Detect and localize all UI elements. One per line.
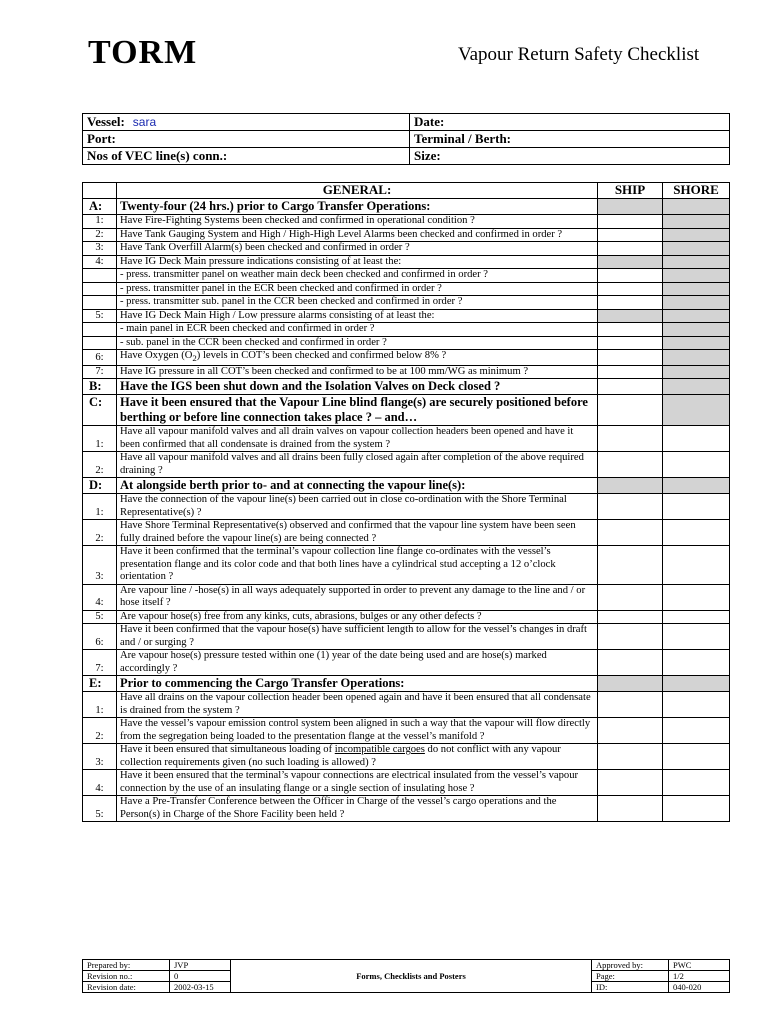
ship-checkbox[interactable] — [598, 452, 663, 478]
checklist-row — [83, 718, 730, 744]
item-question: Have Fire-Fighting Systems been checked and confirmed in operational condition ? — [117, 215, 598, 229]
ship-checkbox[interactable] — [598, 610, 663, 624]
section-title: Have it been ensured that the Vapour Line blind flange(s) are securely positioned before berthing or before line connection takes place ? – and… — [117, 395, 598, 426]
item-number: 1: — [83, 426, 117, 452]
checklist-row — [83, 426, 730, 452]
vessel-value[interactable]: sara — [132, 115, 157, 129]
item-number: 5: — [83, 796, 117, 822]
ship-cell — [598, 309, 663, 323]
checklist-row — [83, 796, 730, 822]
checklist-row — [83, 624, 730, 650]
ship-checkbox[interactable] — [598, 336, 663, 350]
shore-cell — [663, 309, 730, 323]
oxygen-subscript: 2 — [192, 353, 197, 364]
checklist-row — [83, 215, 730, 229]
item-number: 2: — [83, 228, 117, 242]
shore-header: SHORE — [663, 183, 730, 199]
ship-checkbox[interactable] — [598, 744, 663, 770]
section-b-header — [83, 379, 730, 395]
shore-cell — [663, 395, 730, 426]
vec-lines-label: Nos of VEC line(s) conn.: — [87, 148, 228, 163]
page-label: Page: — [592, 971, 669, 982]
document-footer — [82, 959, 730, 993]
checklist-row — [83, 770, 730, 796]
shore-checkbox[interactable] — [663, 718, 730, 744]
section-letter: A: — [83, 199, 117, 215]
shore-checkbox[interactable] — [663, 546, 730, 585]
shore-cell — [663, 296, 730, 310]
item-number: 6: — [83, 624, 117, 650]
item-number: 2: — [83, 718, 117, 744]
ship-checkbox[interactable] — [598, 426, 663, 452]
section-letter: C: — [83, 395, 117, 426]
item-question: Have Shore Terminal Representative(s) observed and confirmed that the vapour line system have been seen fully drained before the vapour line(s) are being connected ? — [117, 520, 598, 546]
item-question: Have all drains on the vapour collection header been opened again and have it been ensured that all condensate is drained from the system ? — [117, 692, 598, 718]
section-c-header — [83, 395, 730, 426]
shore-cell — [663, 676, 730, 692]
item-number-empty — [83, 269, 117, 283]
item-number-empty — [83, 296, 117, 310]
terminal-cell[interactable] — [410, 131, 730, 148]
shore-cell — [663, 255, 730, 269]
checklist-row — [83, 365, 730, 379]
checklist-row — [83, 494, 730, 520]
ship-checkbox[interactable] — [598, 228, 663, 242]
prepared-value: JVP — [170, 960, 231, 971]
revision-date-value: 2002-03-15 — [170, 982, 231, 993]
checklist-row — [83, 546, 730, 585]
ship-checkbox[interactable] — [598, 365, 663, 379]
shore-checkbox[interactable] — [663, 692, 730, 718]
cargo-text-b: do not conflict with any vapour collection requirements given (no such loading is allowed) ? — [120, 744, 561, 768]
item-question — [117, 744, 598, 770]
ship-checkbox[interactable] — [598, 520, 663, 546]
item-number: 3: — [83, 744, 117, 770]
item-question: Have it been confirmed that the terminal’s vapour collection line flange co-ordinates with the vessel’s presentation flange and its color code and that both lines have a cylindrical stud accepting a 12 o’clock orientation ? — [117, 546, 598, 585]
item-number: 1: — [83, 215, 117, 229]
item-question: Have IG pressure in all COT’s been checked and confirmed to be at 100 mm/WG as minimum ? — [117, 365, 598, 379]
approved-value: PWC — [669, 960, 730, 971]
ship-checkbox[interactable] — [598, 282, 663, 296]
section-letter: D: — [83, 478, 117, 494]
section-title: Have the IGS been shut down and the Isolation Valves on Deck closed ? — [117, 379, 598, 395]
item-question — [117, 350, 598, 366]
shore-cell — [663, 379, 730, 395]
checklist-row — [83, 242, 730, 256]
item-question: - main panel in ECR been checked and confirmed in order ? — [117, 323, 598, 337]
item-question: Have it been confirmed that the vapour hose(s) have sufficient length to allow for the vessel’s changes in draft and / or surging ? — [117, 624, 598, 650]
shore-cell — [663, 336, 730, 350]
ship-cell — [598, 676, 663, 692]
checklist-subrow — [83, 296, 730, 310]
ship-checkbox[interactable] — [598, 692, 663, 718]
shore-checkbox[interactable] — [663, 770, 730, 796]
ship-checkbox[interactable] — [598, 494, 663, 520]
document-title: Vapour Return Safety Checklist — [458, 44, 700, 65]
item-question: - press. transmitter panel in the ECR been checked and confirmed in order ? — [117, 282, 598, 296]
oxygen-text-b: ) levels in COT’s been checked and confirmed below 8% ? — [196, 350, 447, 361]
shore-cell — [663, 199, 730, 215]
checklist-row — [83, 255, 730, 269]
ship-checkbox[interactable] — [598, 379, 663, 395]
checklist-row — [83, 692, 730, 718]
oxygen-text-a: Have Oxygen (O — [120, 350, 193, 361]
item-number: 5: — [83, 610, 117, 624]
ship-checkbox[interactable] — [598, 215, 663, 229]
item-number-empty — [83, 282, 117, 296]
item-number: 2: — [83, 520, 117, 546]
size-cell[interactable] — [410, 148, 730, 165]
item-number: 1: — [83, 494, 117, 520]
ship-header: SHIP — [598, 183, 663, 199]
checklist-row — [83, 228, 730, 242]
checklist-subrow — [83, 336, 730, 350]
shore-checkbox[interactable] — [663, 650, 730, 676]
shore-cell — [663, 242, 730, 256]
shore-cell — [663, 228, 730, 242]
item-question: Have it been ensured that the terminal’s vapour connections are electrical insulated from the vessel’s vapour connection by the use of an insulating flange or a single section of insulating hose ? — [117, 770, 598, 796]
checklist-table — [82, 182, 730, 822]
shore-checkbox[interactable] — [663, 624, 730, 650]
ship-checkbox[interactable] — [598, 770, 663, 796]
shore-cell — [663, 282, 730, 296]
page-value: 1/2 — [669, 971, 730, 982]
section-a-header — [83, 199, 730, 215]
vessel-cell — [83, 114, 410, 131]
item-question: - press. transmitter sub. panel in the CCR been checked and confirmed in order ? — [117, 296, 598, 310]
item-number: 5: — [83, 309, 117, 323]
revision-no-value: 0 — [170, 971, 231, 982]
ship-checkbox[interactable] — [598, 624, 663, 650]
item-number: 6: — [83, 350, 117, 366]
checklist-row — [83, 350, 730, 366]
ship-checkbox[interactable] — [598, 350, 663, 366]
item-question: Are vapour hose(s) pressure tested within one (1) year of the date being used and are hose(s) marked accordingly ? — [117, 650, 598, 676]
shore-cell — [663, 365, 730, 379]
section-title: Prior to commencing the Cargo Transfer Operations: — [117, 676, 598, 692]
section-title: Twenty-four (24 hrs.) prior to Cargo Transfer Operations: — [117, 199, 598, 215]
shore-cell — [663, 215, 730, 229]
item-question: - press. transmitter panel on weather main deck been checked and confirmed in order ? — [117, 269, 598, 283]
checklist-row — [83, 610, 730, 624]
checklist-row — [83, 520, 730, 546]
footer-center-title: Forms, Checklists and Posters — [231, 960, 592, 993]
section-letter: B: — [83, 379, 117, 395]
ship-checkbox[interactable] — [598, 718, 663, 744]
ship-checkbox[interactable] — [598, 395, 663, 426]
shore-cell — [663, 350, 730, 366]
checklist-subrow — [83, 323, 730, 337]
item-number: 7: — [83, 650, 117, 676]
checklist-subrow — [83, 282, 730, 296]
terminal-label: Terminal / Berth: — [414, 131, 512, 146]
shore-checkbox[interactable] — [663, 426, 730, 452]
checklist-row — [83, 650, 730, 676]
item-number-empty — [83, 336, 117, 350]
shore-checkbox[interactable] — [663, 610, 730, 624]
date-label: Date: — [414, 114, 445, 129]
item-question: Have Tank Gauging System and High / High-High Level Alarms been checked and confirmed in order ? — [117, 228, 598, 242]
item-number: 3: — [83, 242, 117, 256]
shore-checkbox[interactable] — [663, 494, 730, 520]
ship-checkbox[interactable] — [598, 546, 663, 585]
prepared-label: Prepared by: — [83, 960, 170, 971]
port-label: Port: — [87, 131, 116, 146]
item-question: Are vapour line / -hose(s) in all ways adequately supported in order to prevent any damage to the line and / or hose itself ? — [117, 584, 598, 610]
shore-checkbox[interactable] — [663, 452, 730, 478]
shore-cell — [663, 323, 730, 337]
ship-checkbox[interactable] — [598, 323, 663, 337]
item-number: 1: — [83, 692, 117, 718]
shore-cell — [663, 478, 730, 494]
id-label: ID: — [592, 982, 669, 993]
checklist-row — [83, 452, 730, 478]
checklist-row — [83, 744, 730, 770]
ship-checkbox[interactable] — [598, 242, 663, 256]
revision-no-label: Revision no.: — [83, 971, 170, 982]
shore-checkbox[interactable] — [663, 520, 730, 546]
checklist-row — [83, 309, 730, 323]
ship-checkbox[interactable] — [598, 650, 663, 676]
item-number: 4: — [83, 255, 117, 269]
item-number: 7: — [83, 365, 117, 379]
approved-label: Approved by: — [592, 960, 669, 971]
ship-cell — [598, 478, 663, 494]
size-label: Size: — [414, 148, 441, 163]
shore-checkbox[interactable] — [663, 744, 730, 770]
vec-lines-cell[interactable] — [83, 148, 410, 165]
item-number-empty — [83, 323, 117, 337]
vessel-info-table — [82, 113, 730, 165]
shore-checkbox[interactable] — [663, 796, 730, 822]
shore-checkbox[interactable] — [663, 584, 730, 610]
ship-checkbox[interactable] — [598, 796, 663, 822]
item-question: Have a Pre-Transfer Conference between the Officer in Charge of the vessel’s cargo operations and the Person(s) in Charge of the Shore Facility been held ? — [117, 796, 598, 822]
item-question: Have IG Deck Main pressure indications consisting of at least the: — [117, 255, 598, 269]
item-question: Have IG Deck Main High / Low pressure alarms consisting of at least the: — [117, 309, 598, 323]
item-question: Have Tank Overfill Alarm(s) been checked and confirmed in order ? — [117, 242, 598, 256]
item-number: 4: — [83, 584, 117, 610]
incompatible-cargoes-text: incompatible cargoes — [334, 744, 425, 756]
item-question: Have the vessel’s vapour emission control system been aligned in such a way that the vapour will flow directly from the segregation being loaded to the presentation flange at the vessel’s manifold ? — [117, 718, 598, 744]
ship-cell — [598, 199, 663, 215]
checklist-row — [83, 584, 730, 610]
item-question: Have the connection of the vapour line(s) been carried out in close co-ordination with the Shore Terminal Representative(s) ? — [117, 494, 598, 520]
item-number: 3: — [83, 546, 117, 585]
item-number: 4: — [83, 770, 117, 796]
port-cell[interactable] — [83, 131, 410, 148]
ship-checkbox[interactable] — [598, 269, 663, 283]
ship-cell — [598, 255, 663, 269]
revision-date-label: Revision date: — [83, 982, 170, 993]
item-number: 2: — [83, 452, 117, 478]
shore-cell — [663, 269, 730, 283]
section-d-header — [83, 478, 730, 494]
item-question: Have all vapour manifold valves and all drains been fully closed again after completion of the above required draining ? — [117, 452, 598, 478]
corner-cell — [83, 183, 117, 199]
date-cell[interactable] — [410, 114, 730, 131]
ship-checkbox[interactable] — [598, 296, 663, 310]
item-question: Are vapour hose(s) free from any kinks, cuts, abrasions, bulges or any other defects ? — [117, 610, 598, 624]
general-header: GENERAL: — [117, 183, 598, 199]
ship-checkbox[interactable] — [598, 584, 663, 610]
id-value: 040-020 — [669, 982, 730, 993]
item-question: - sub. panel in the CCR been checked and confirmed in order ? — [117, 336, 598, 350]
section-e-header — [83, 676, 730, 692]
company-logo: TORM — [88, 34, 198, 71]
cargo-text-a: Have it been ensured that simultaneous loading of — [120, 744, 335, 756]
item-question: Have all vapour manifold valves and all drain valves on vapour collection headers been opened and have it been confirmed that all condensate is drained from the system ? — [117, 426, 598, 452]
section-letter: E: — [83, 676, 117, 692]
section-title: At alongside berth prior to- and at connecting the vapour line(s): — [117, 478, 598, 494]
vessel-label: Vessel: — [87, 114, 125, 129]
checklist-subrow — [83, 269, 730, 283]
